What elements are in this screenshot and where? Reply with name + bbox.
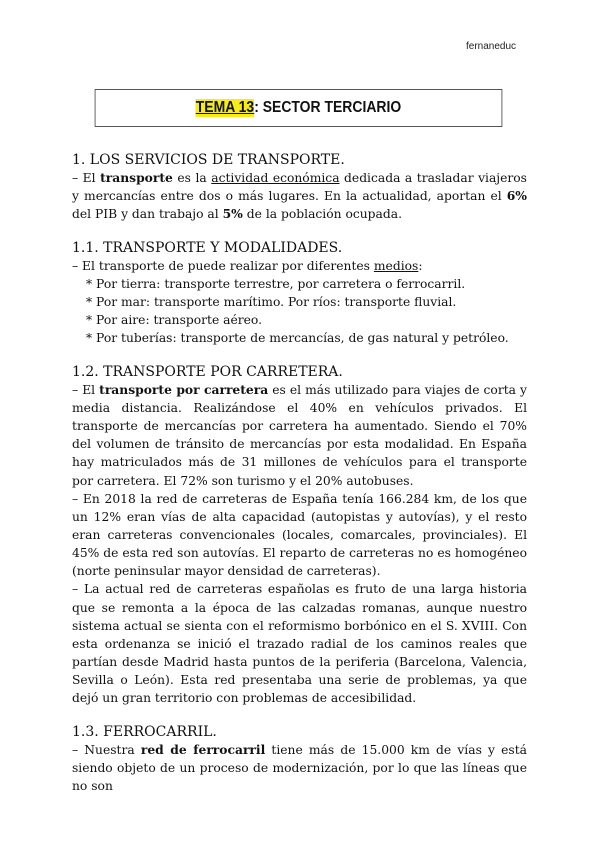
title-box [95, 89, 503, 127]
title-topic: TEMA 13 [195, 99, 255, 116]
section-1-2-paragraph-1: – El transporte por carretera es el más utilizado para viajes de corta y media distancia. Realizándose el 40% en vehículos privados. El transporte de mercancías por carretera ha aumentado. Siendo el 70% del volumen de tránsito de mercancías por esta modalidad. En España hay matriculados más de 31 millones de vehículos para el transporte por carretera. El 72% son turismo y el 20% autobuses. [72, 381, 527, 488]
section-1-paragraph: – El transporte es la actividad económica dedicada a trasladar viajeros y mercancías entre dos o más lugares. En la actualidad, aportan el 6% del PIB y dan trabajo al 5% de la población ocupada. [72, 170, 527, 222]
list-item: * Por tierra: transporte terrestre, por carretera o ferrocarril. [86, 276, 466, 291]
section-heading-1-3: 1.3. FERROCARRIL. [72, 723, 217, 740]
transport-modes-list [72, 275, 527, 348]
section-1-2-paragraph-2: – En 2018 la red de carreteras de España tenía 166.284 km, de los que un 12% eran vías de alta capacidad (autopistas y autovías), y el resto eran carreteras convencionales (locales, comarcales, provinciales). El 45% de esta red son autovías. El reparto de carreteras no es homogéneo (norte peninsular mayor densidad de carreteras). [72, 491, 527, 579]
section-heading-1: 1. LOS SERVICIOS DE TRANSPORTE. [72, 152, 345, 168]
list-item: * Por tuberías: transporte de mercancías, de gas natural y petróleo. [86, 331, 509, 346]
section-1-3-paragraph: – Nuestra red de ferrocarril tiene más de 15.000 km de vías y está siendo objeto de un proceso de modernización, por lo que las líneas que no son [72, 741, 527, 793]
section-heading-1-1: 1.1. TRANSPORTE Y MODALIDADES. [72, 239, 343, 256]
author-label: fernaneduc [466, 41, 517, 52]
section-1-1-intro: – El transporte de puede realizar por diferentes medios: [72, 258, 423, 273]
list-item: * Por aire: transporte aéreo. [86, 313, 263, 328]
document-body [72, 151, 527, 795]
section-heading-1-2: 1.2. TRANSPORTE POR CARRETERA. [72, 363, 343, 380]
list-item: * Por mar: transporte marítimo. Por ríos: transporte fluvial. [86, 295, 457, 310]
section-1-2-paragraph-3: – La actual red de carreteras españolas es fruto de una larga historia que se remonta a la época de las calzadas romanas, aunque nuestro sistema actual se sienta con el reformismo borbónico en el S. XVIII. Con esta ordenanza se inició el trazado radial de los caminos reales que partían desde Madrid hasta puntos de la periferia (Barcelona, Valencia, Sevilla o León). Esta red presentaba una serie de problemas, ya que dejó un gran territorio con problemas de accesibilidad. [72, 582, 527, 706]
title-text: : SECTOR TERCIARIO [254, 99, 402, 116]
